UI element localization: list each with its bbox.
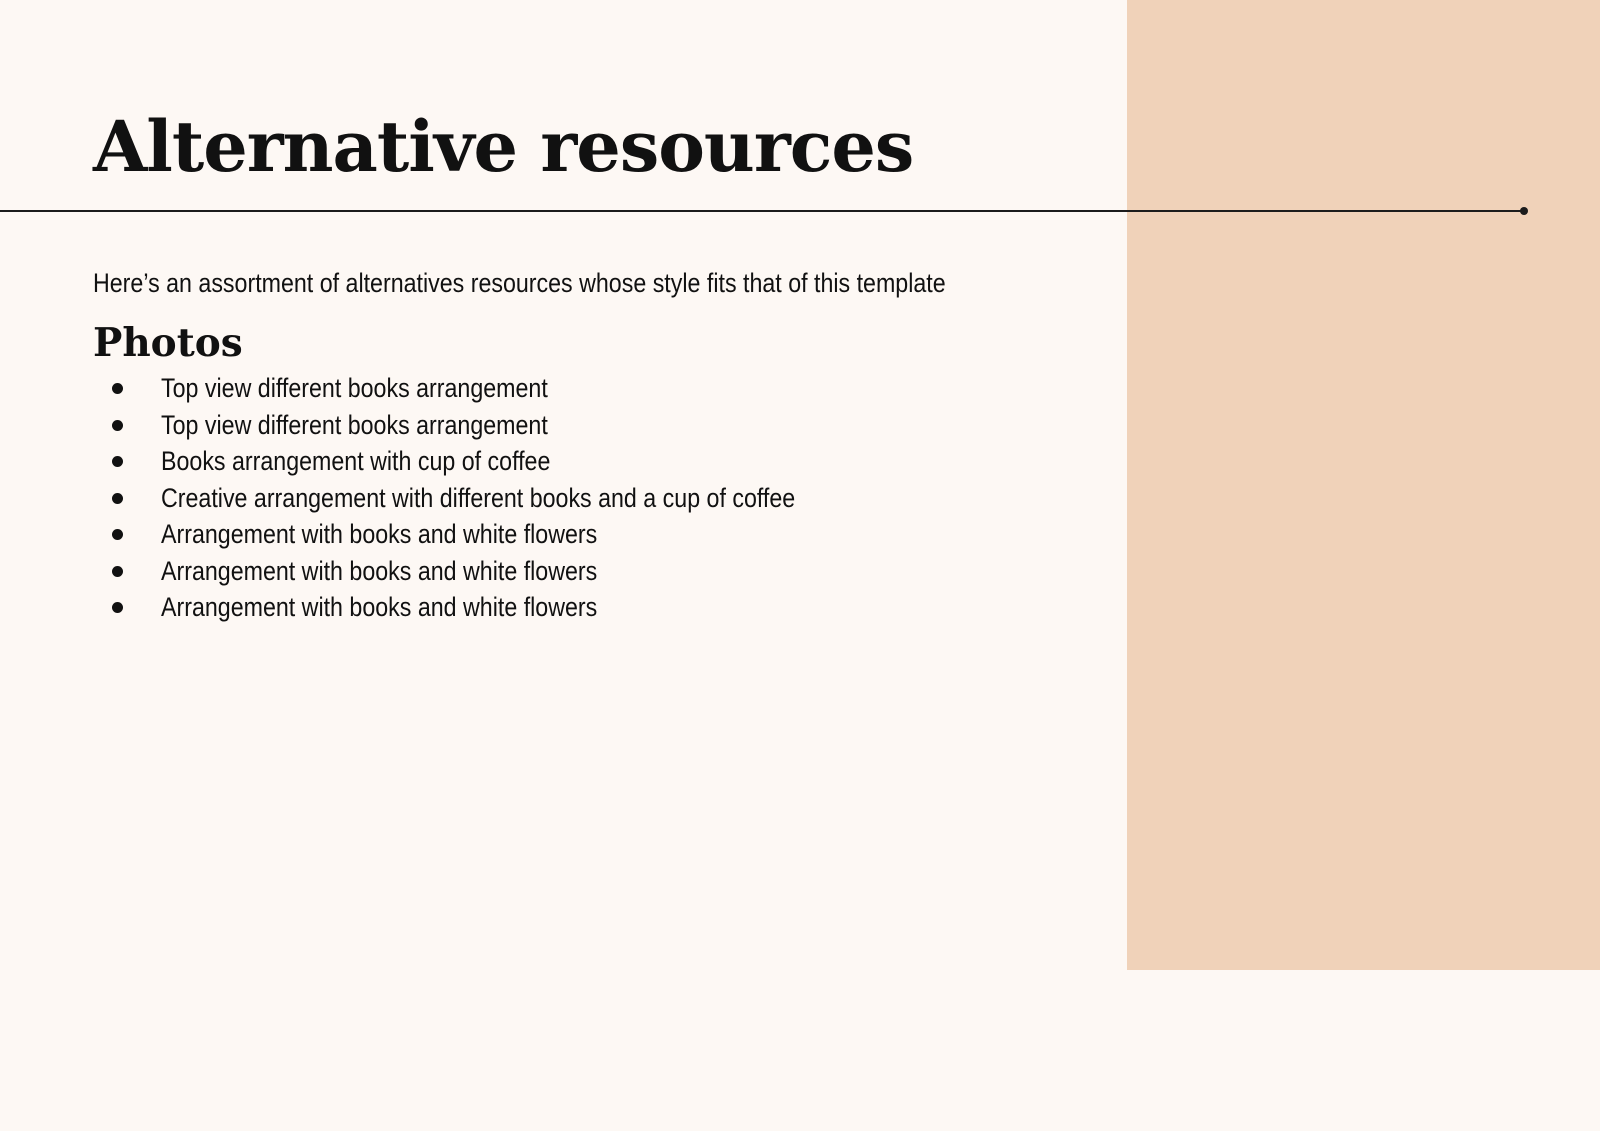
- list-item-text[interactable]: Creative arrangement with different books and a cup of coffee: [161, 482, 796, 513]
- list-item-text[interactable]: Books arrangement with cup of coffee: [161, 446, 551, 476]
- list-item-text[interactable]: Top view different books arrangement: [161, 373, 548, 403]
- accent-panel: [1127, 0, 1600, 970]
- list-item-text[interactable]: Arrangement with books and white flowers: [161, 592, 598, 622]
- section-heading-photos: Photos: [93, 320, 243, 366]
- bullet-icon: [112, 456, 123, 467]
- list-item-text[interactable]: Arrangement with books and white flowers: [161, 519, 598, 549]
- bullet-icon: [112, 566, 123, 577]
- list-item-text[interactable]: Arrangement with books and white flowers: [161, 555, 598, 586]
- bullet-icon: [112, 383, 123, 394]
- slide-title: Alternative resources: [93, 105, 914, 188]
- title-divider-line: [0, 210, 1524, 212]
- bullet-icon: [112, 493, 123, 504]
- bullet-icon: [112, 529, 123, 540]
- intro-text: Here’s an assortment of alternatives resources whose style fits that of this template: [93, 268, 946, 298]
- bullet-icon: [112, 420, 123, 431]
- list-item-text[interactable]: Top view different books arrangement: [161, 409, 548, 440]
- bullet-icon: [112, 602, 123, 613]
- divider-end-dot: [1520, 207, 1528, 215]
